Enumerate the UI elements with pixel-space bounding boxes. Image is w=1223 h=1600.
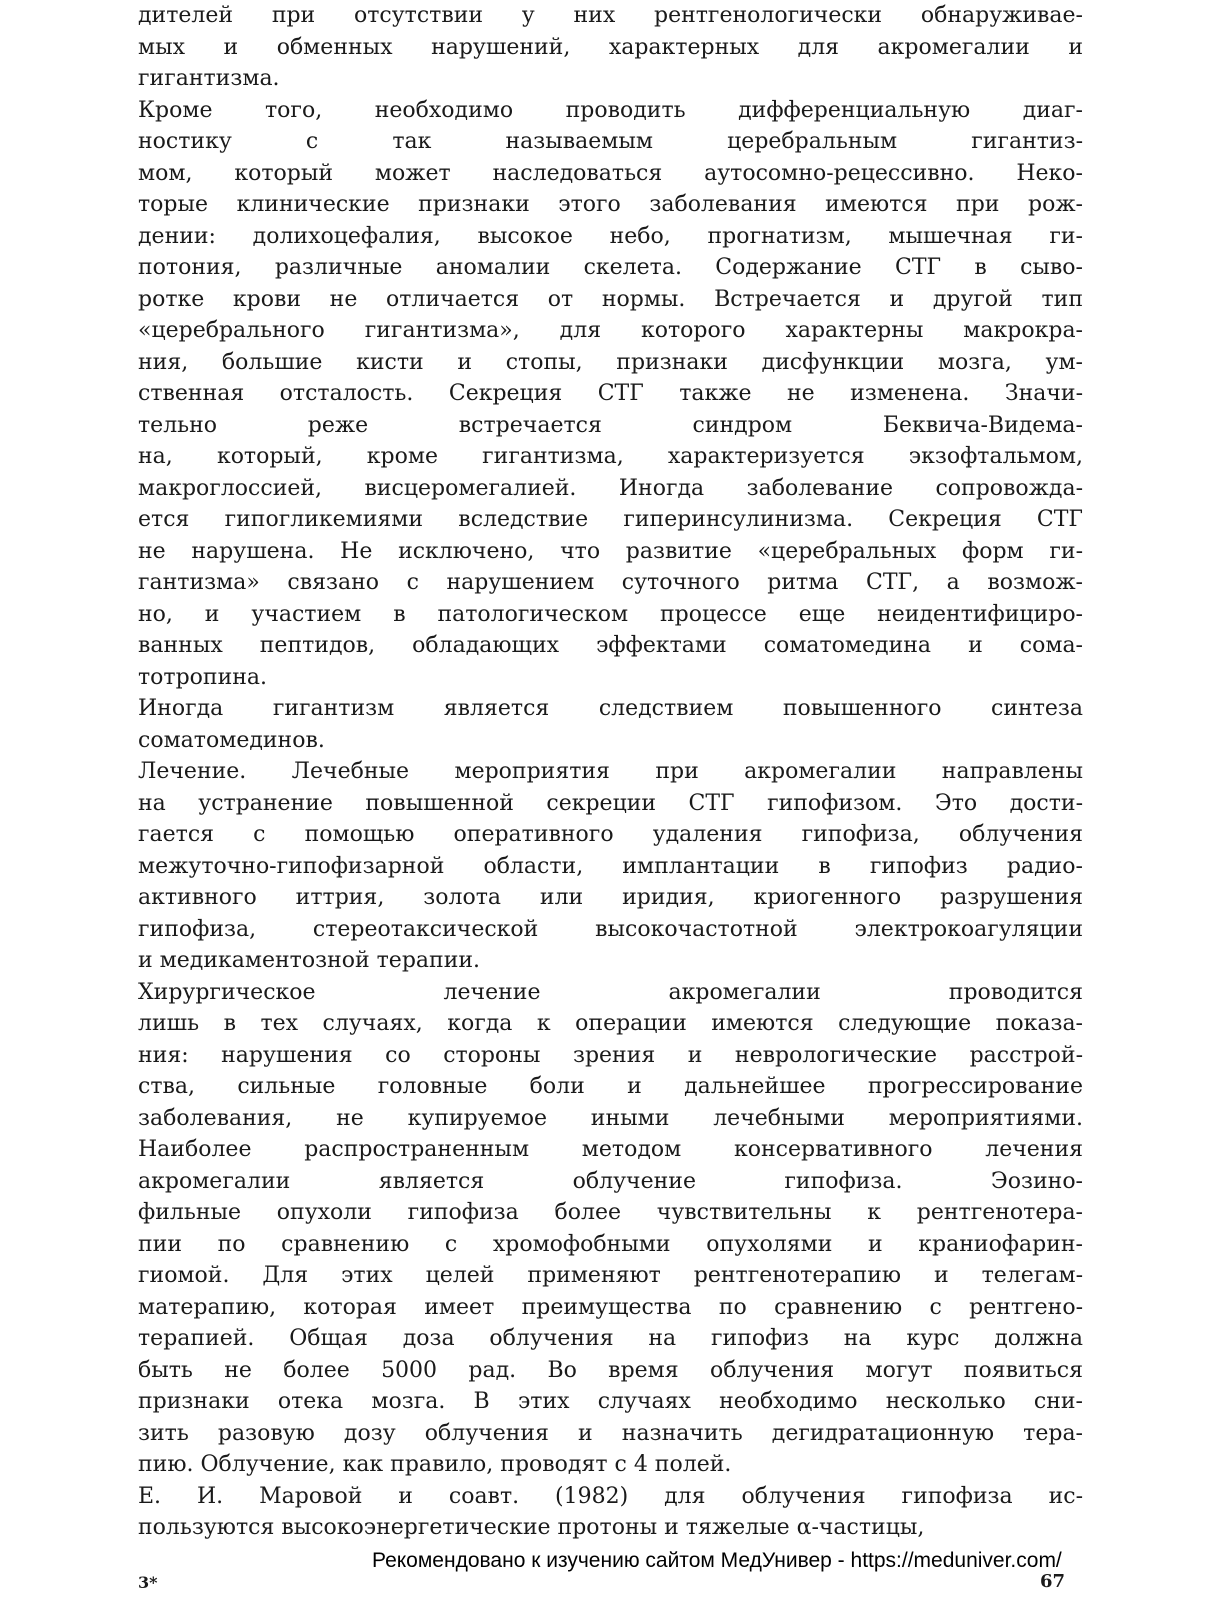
text-line: не нарушена. Не исключено, что развитие «церебральных форм ги- <box>138 538 1083 564</box>
text-line: Хирургическое лечение акромегалии проводится <box>138 979 1083 1005</box>
text-line: ния, большие кисти и стопы, признаки дисфункции мозга, ум- <box>138 349 1083 375</box>
text-line: гигантизма. <box>138 66 280 91</box>
text-line: Е. И. Маровой и соавт. (1982) для облучения гипофиза ис- <box>138 1483 1083 1509</box>
text-line: пии по сравнению с хромофобными опухолями и краниофарин- <box>138 1231 1083 1257</box>
text-line: мых и обменных нарушений, характерных для акромегалии и <box>138 34 1083 60</box>
text-line: торые клинические признаки этого заболевания имеются при рож- <box>138 192 1083 217</box>
text-line: тельно реже встречается синдром Беквича-Видема- <box>138 412 1083 438</box>
text-line: ства, сильные головные боли и дальнейшее прогрессирование <box>138 1074 1083 1099</box>
text-line: зить разовую дозу облучения и назначить дегидратационную тера- <box>138 1420 1083 1446</box>
text-line: но, и участием в патологическом процессе еще неидентифициро- <box>138 601 1083 627</box>
text-line: пользуются высокоэнергетические протоны и тяжелые α-частицы, <box>138 1515 925 1540</box>
text-line: признаки отека мозга. В этих случаях необходимо несколько сни- <box>138 1389 1083 1414</box>
text-line: ется гипогликемиями вследствие гиперинсулинизма. Секреция СТГ <box>138 507 1083 532</box>
text-line: терапией. Общая доза облучения на гипофиз на курс должна <box>138 1326 1083 1351</box>
text-line: потония, различные аномалии скелета. Содержание СТГ в сыво- <box>138 255 1083 280</box>
text-line: Иногда гигантизм является следствием повышенного синтеза <box>138 696 1083 721</box>
text-line: матерапию, которая имеет преимущества по сравнению с рентгено- <box>138 1294 1083 1320</box>
text-line: ротке крови не отличается от нормы. Встречается и другой тип <box>138 286 1083 312</box>
text-line: мом, который может наследоваться аутосомно-рецессивно. Неко- <box>138 160 1083 186</box>
text-line: пию. Облучение, как правило, проводят с 4 полей. <box>138 1452 732 1477</box>
text-line: ния: нарушения со стороны зрения и неврологические расстрой- <box>138 1042 1083 1068</box>
text-line: лишь в тех случаях, когда к операции имеются следующие показа- <box>138 1011 1083 1036</box>
text-line: на, который, кроме гигантизма, характеризуется экзофтальмом, <box>138 444 1083 469</box>
text-line: Наиболее распространенным методом консервативного лечения <box>138 1137 1083 1162</box>
text-line: соматомединов. <box>138 727 325 753</box>
text-line: активного иттрия, золота или иридия, криогенного разрушения <box>138 885 1083 910</box>
signature-mark: 3* <box>138 1573 158 1592</box>
text-line: ностику с так называемым церебральным гигантиз- <box>138 129 1083 154</box>
text-line: быть не более 5000 рад. Во время облучения могут появиться <box>138 1357 1083 1383</box>
text-line: тотропина. <box>138 664 268 690</box>
text-line: «церебрального гигантизма», для которого характерны макрокра- <box>138 318 1083 343</box>
text-line: дении: долихоцефалия, высокое небо, прогнатизм, мышечная ги- <box>138 223 1083 249</box>
text-line: и медикаментозной терапии. <box>138 948 481 973</box>
text-line: заболевания, не купируемое иными лечебными мероприятиями. <box>138 1105 1083 1131</box>
text-line: ванных пептидов, обладающих эффектами соматомедина и сома- <box>138 633 1083 658</box>
text-line: Кроме того, необходимо проводить дифференциальную диаг- <box>138 97 1083 123</box>
text-line: акромегалии является облучение гипофиза. Эозино- <box>138 1168 1083 1194</box>
watermark-text: Рекомендовано к изучению сайтом МедУнивер - https://meduniver.com/ <box>372 1549 1062 1572</box>
text-line: межуточно-гипофизарной области, имплантации в гипофиз радио- <box>138 853 1083 879</box>
text-line: макроглоссией, висцеромегалией. Иногда заболевание сопровожда- <box>138 475 1083 501</box>
text-line: гиомой. Для этих целей применяют рентгенотерапию и телегам- <box>138 1263 1083 1288</box>
text-line: гантизма» связано с нарушением суточного ритма СТГ, а возмож- <box>138 570 1083 595</box>
text-line: дителей при отсутствии у них рентгенологически обнаруживае- <box>138 3 1083 28</box>
text-line: Лечение. Лечебные мероприятия при акромегалии направлены <box>138 759 1083 784</box>
text-line: гипофиза, стереотаксической высокочастотной электрокоагуляции <box>138 916 1083 942</box>
text-line: гается с помощью оперативного удаления гипофиза, облучения <box>138 822 1083 847</box>
page-number: 67 <box>1040 1571 1066 1592</box>
text-line: фильные опухоли гипофиза более чувствительны к рентгенотера- <box>138 1200 1083 1225</box>
text-line: на устранение повышенной секреции СТГ гипофизом. Это дости- <box>138 790 1083 816</box>
text-line: ственная отсталость. Секреция СТГ также не изменена. Значи- <box>138 381 1083 406</box>
document-page <box>138 0 1083 1544</box>
